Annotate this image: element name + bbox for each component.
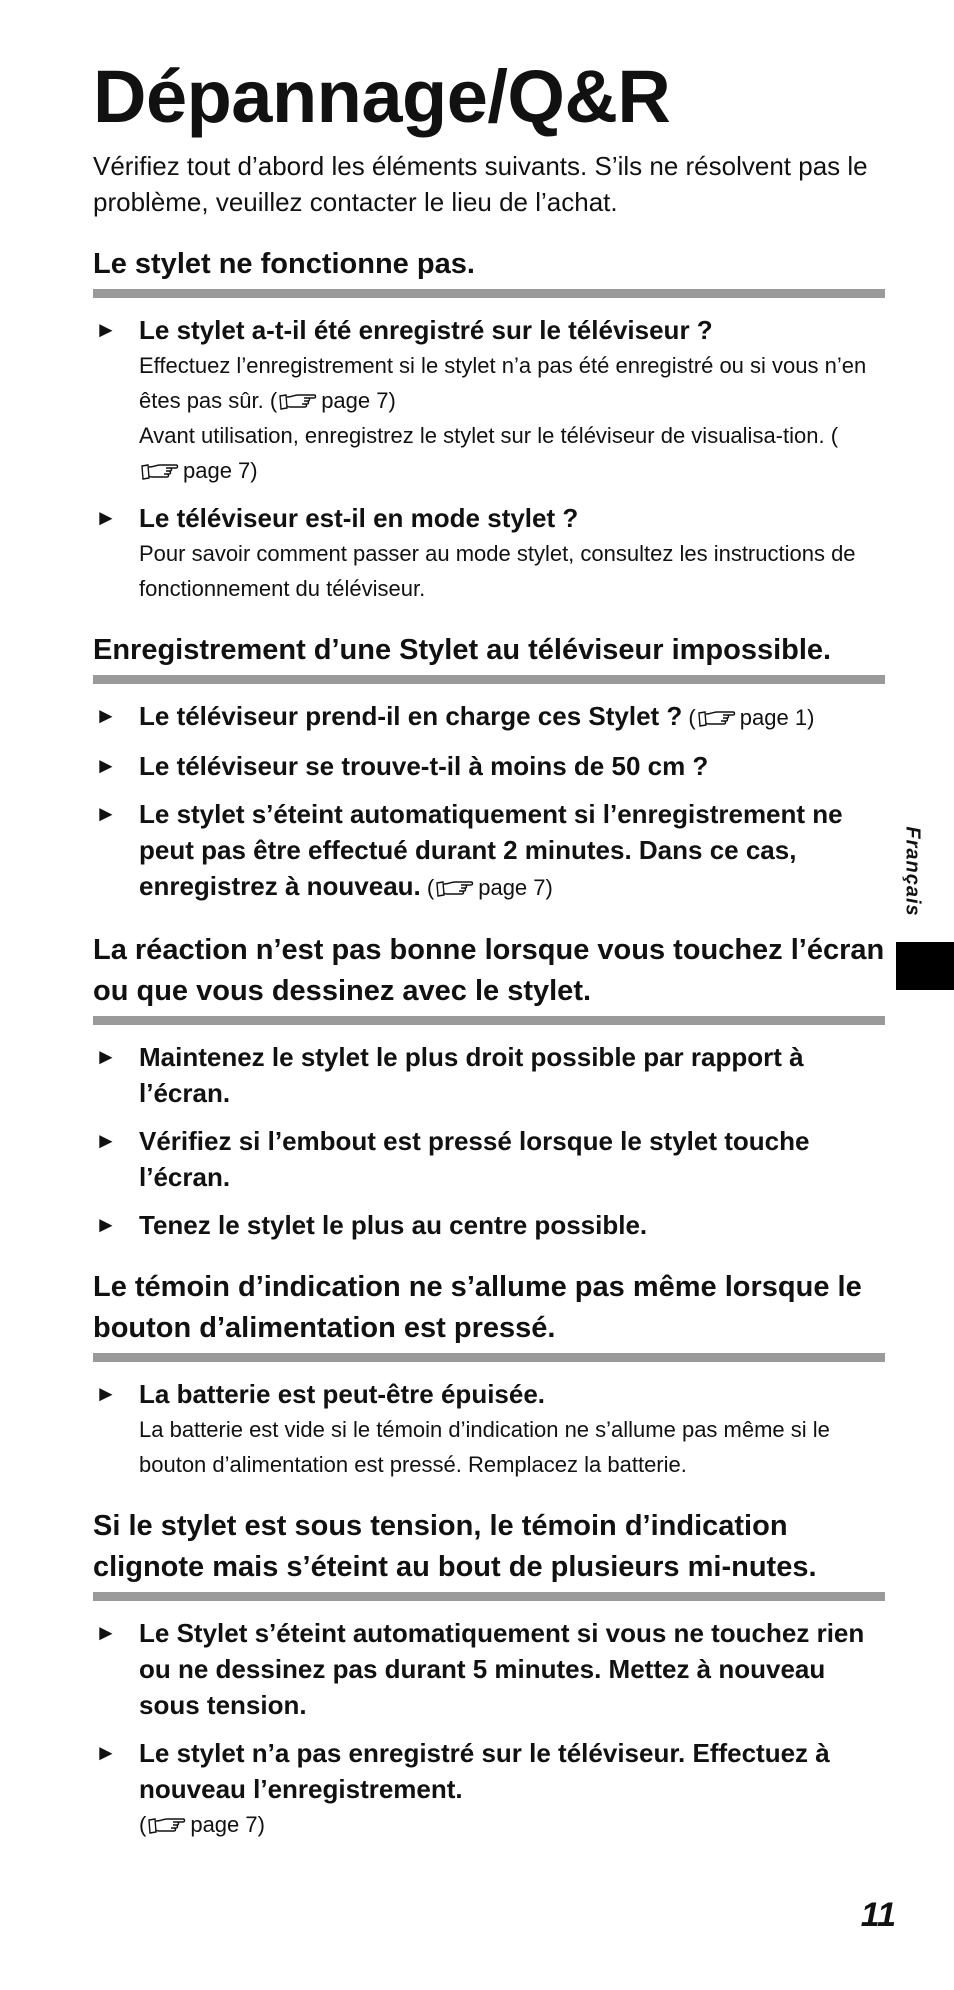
- arrow-bullet-icon: ►: [95, 505, 117, 530]
- answer: Pour savoir comment passer au mode stylet, consultez les instructions de fonctionnement du téléviseur.: [139, 541, 856, 601]
- pointing-hand-icon: [697, 709, 737, 729]
- section-title: Le témoin d’indication ne s’allume pas même lorsque le bouton d’alimentation est pressé.: [93, 1267, 885, 1362]
- section-registration-impossible: [93, 630, 885, 906]
- pointing-hand-icon: [140, 462, 180, 482]
- section-title: Si le stylet est sous tension, le témoin d’indication clignote mais s’éteint au bout de plusieurs mi-nutes.: [93, 1506, 885, 1601]
- language-tab-marker: [896, 942, 954, 990]
- arrow-bullet-icon: ►: [95, 801, 117, 826]
- arrow-bullet-icon: ►: [95, 1044, 117, 1069]
- section-title: Le stylet ne fonctionne pas.: [93, 244, 885, 298]
- list-item: [93, 1735, 885, 1842]
- arrow-bullet-icon: ►: [95, 753, 117, 778]
- answer: ( page 7): [139, 1812, 265, 1837]
- arrow-bullet-icon: ►: [95, 1128, 117, 1153]
- answer: La batterie est vide si le témoin d’indication ne s’allume pas même si le bouton d’alimentation est pressé. Remplacez la batterie.: [139, 1417, 830, 1477]
- question: Vérifiez si l’embout est pressé lorsque le stylet touche l’écran.: [139, 1126, 810, 1192]
- arrow-bullet-icon: ►: [95, 1381, 117, 1406]
- question: La batterie est peut-être épuisée.: [139, 1379, 546, 1409]
- arrow-bullet-icon: ►: [95, 1740, 117, 1765]
- list-item: [93, 1123, 885, 1195]
- section-title: La réaction n’est pas bonne lorsque vous touchez l’écran ou que vous dessinez avec le stylet.: [93, 930, 885, 1025]
- page-reference[interactable]: page 7: [190, 1812, 258, 1837]
- question: Le Stylet s’éteint automatiquement si vous ne touchez rien ou ne dessinez pas durant 5 minutes. Mettez à nouveau sous tension.: [139, 1618, 865, 1720]
- question: Le stylet s’éteint automatiquement si l’enregistrement ne peut pas être effectué durant 2 minutes. Dans ce cas, enregistrez à nouveau. ( page 7): [139, 799, 843, 901]
- list-item: [93, 1039, 885, 1111]
- section-indicator-blinks: [93, 1506, 885, 1842]
- list-item: [93, 500, 885, 606]
- section-indicator-not-lit: [93, 1267, 885, 1482]
- question: Le stylet a-t-il été enregistré sur le téléviseur ?: [139, 315, 713, 345]
- arrow-bullet-icon: ►: [95, 1620, 117, 1645]
- page-reference[interactable]: page 1: [739, 705, 808, 730]
- page-title: Dépannage/Q&R: [93, 55, 671, 138]
- page-reference[interactable]: page 7: [321, 388, 389, 413]
- section-poor-reaction: [93, 930, 885, 1243]
- pointing-hand-icon: [147, 1816, 187, 1836]
- answer: Effectuez l’enregistrement si le stylet n’a pas été enregistré ou si vous n’en êtes pas sûr. ( page 7): [139, 353, 867, 413]
- list-item: [93, 1376, 885, 1482]
- arrow-bullet-icon: ►: [95, 317, 117, 342]
- list-item: [93, 698, 885, 736]
- list-item: [93, 796, 885, 906]
- question: Maintenez le stylet le plus droit possible par rapport à l’écran.: [139, 1042, 804, 1108]
- section-title: Enregistrement d’une Stylet au téléviseur impossible.: [93, 630, 885, 684]
- question: Tenez le stylet le plus au centre possible.: [139, 1210, 648, 1240]
- page-number: 11: [860, 1896, 896, 1934]
- list-item: [93, 1615, 885, 1723]
- question: Le téléviseur se trouve-t-il à moins de 50 cm ?: [139, 751, 709, 781]
- manual-page: [93, 52, 885, 1854]
- pointing-hand-icon: [435, 879, 475, 899]
- question: Le téléviseur prend-il en charge ces Stylet ? ( page 1): [139, 701, 815, 731]
- section-stylus-not-working: [93, 244, 885, 606]
- list-item: [93, 312, 885, 488]
- page-reference[interactable]: page 7: [183, 458, 251, 483]
- question: Le téléviseur est-il en mode stylet ?: [139, 503, 579, 533]
- answer: Avant utilisation, enregistrez le stylet sur le téléviseur de visualisa-tion. (page 7): [139, 423, 839, 483]
- pointing-hand-icon: [278, 392, 318, 412]
- arrow-bullet-icon: ►: [95, 1212, 117, 1237]
- list-item: [93, 1207, 885, 1243]
- question: Le stylet n’a pas enregistré sur le téléviseur. Effectuez à nouveau l’enregistrement.: [139, 1738, 830, 1804]
- page-reference[interactable]: page 7: [478, 875, 546, 900]
- arrow-bullet-icon: ►: [95, 703, 117, 728]
- language-side-label: Français: [901, 825, 924, 917]
- list-item: [93, 748, 885, 784]
- intro-text: Vérifiez tout d’abord les éléments suivants. S’ils ne résolvent pas le problème, veuillez contacter le lieu de l’achat.: [93, 151, 868, 217]
